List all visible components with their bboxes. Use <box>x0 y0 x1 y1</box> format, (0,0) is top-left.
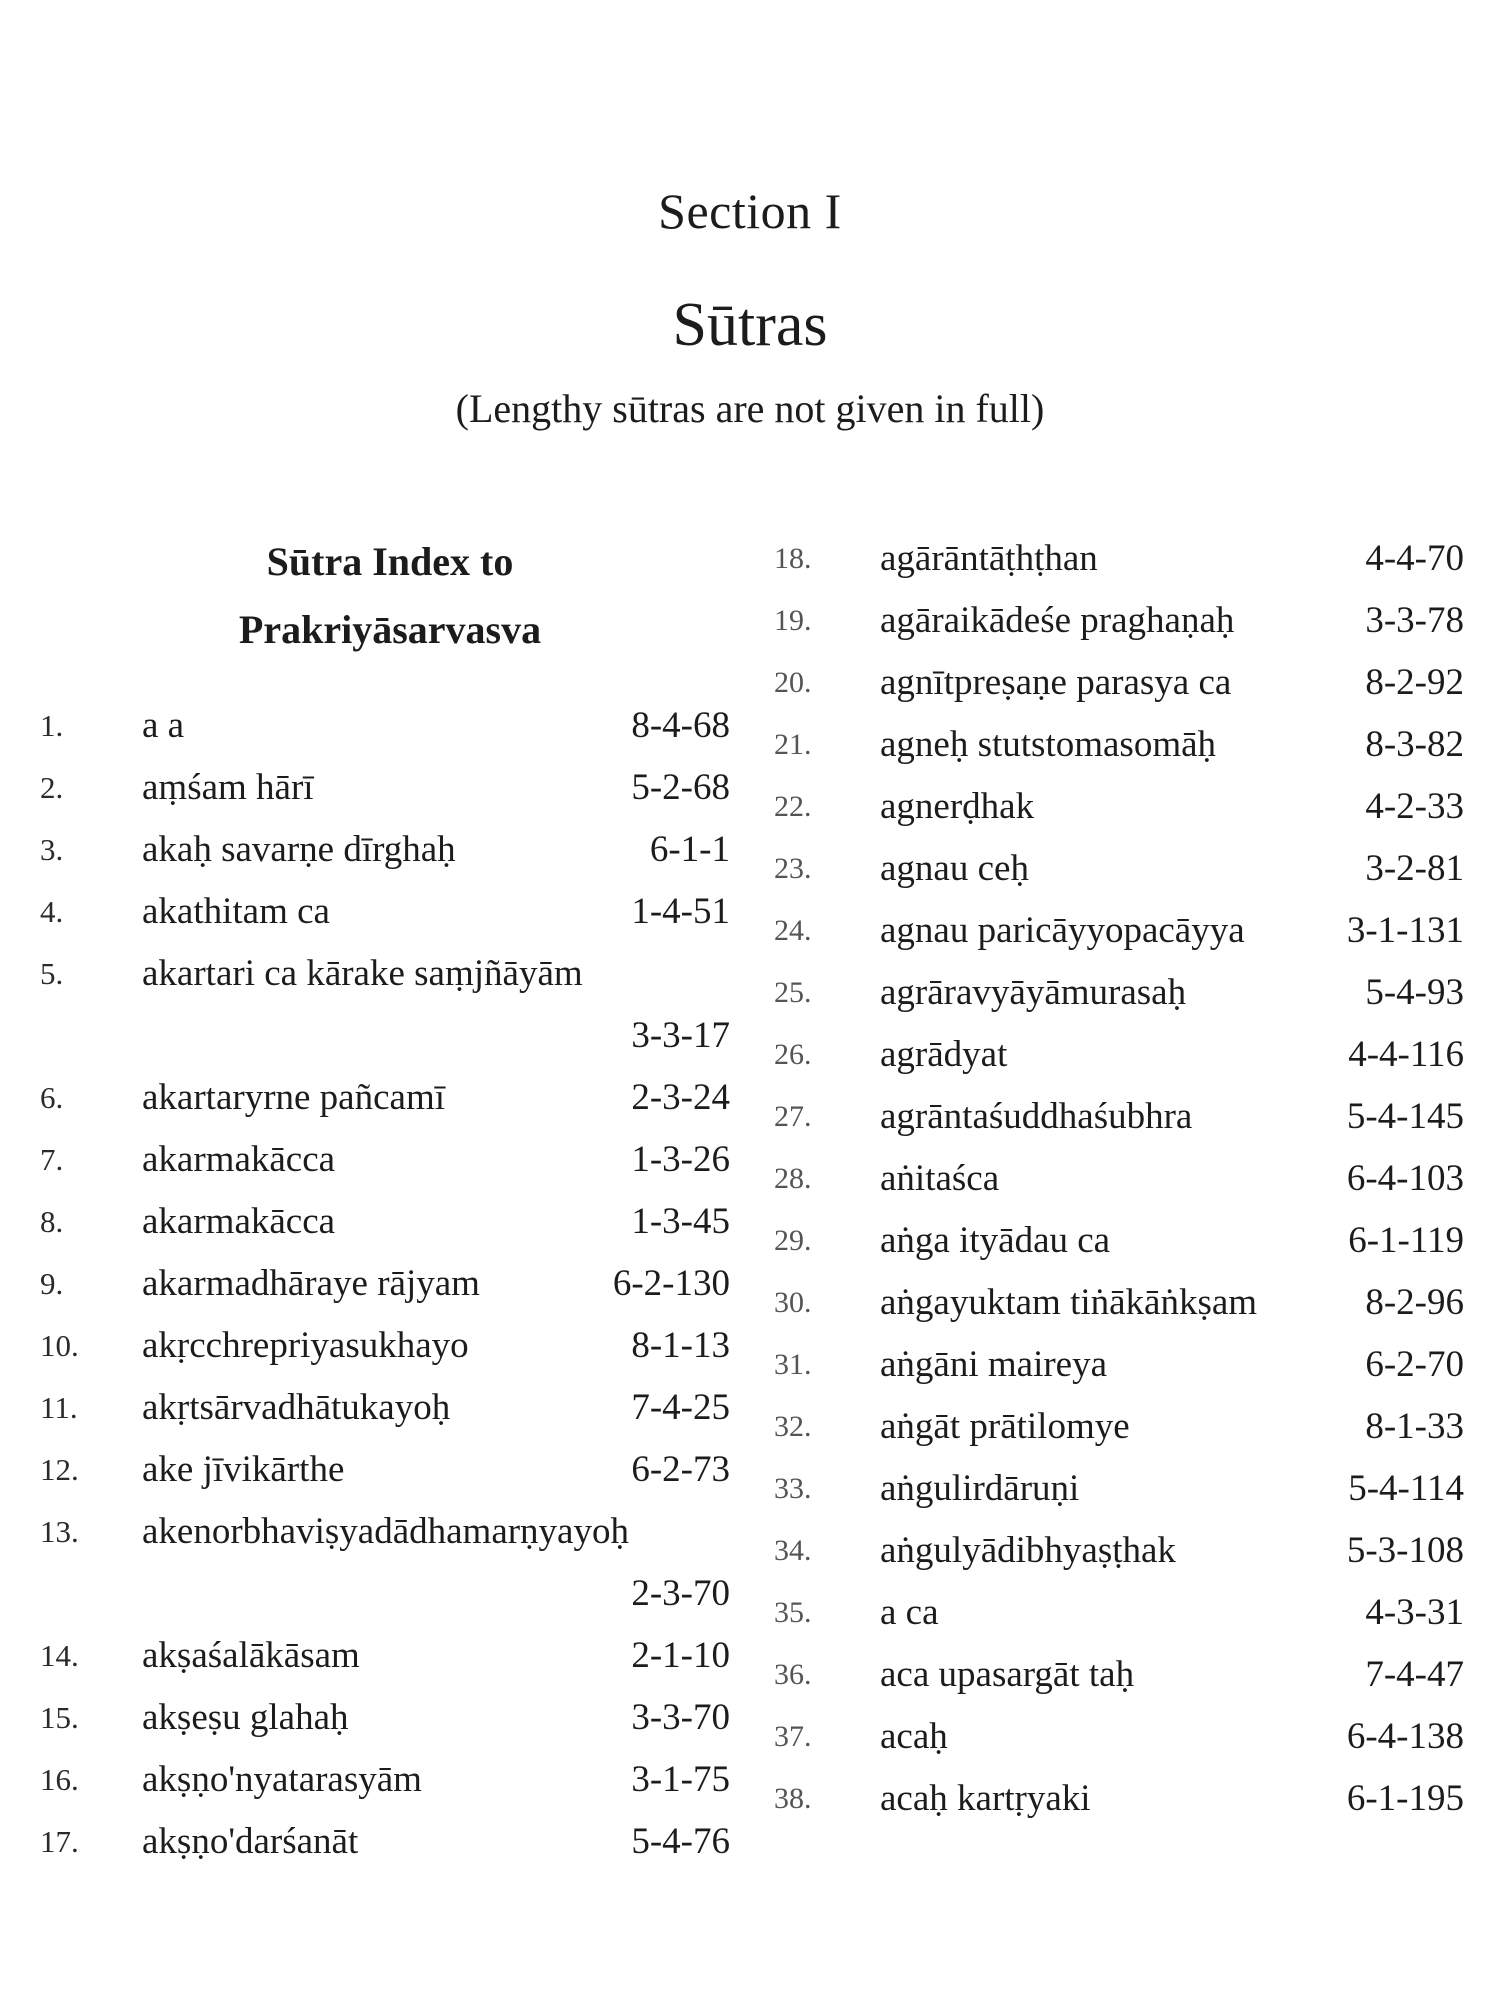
entry-number: 12. <box>40 1452 79 1487</box>
entry-number: 29. <box>774 1224 812 1257</box>
entry-reference: 1-3-26 <box>631 1139 730 1180</box>
index-entry <box>774 1396 1464 1458</box>
entry-number: 33. <box>774 1472 812 1505</box>
entry-sutra: akartaryrne pañcamī <box>142 1077 446 1118</box>
entry-sutra: agnerḍhak <box>880 786 1035 827</box>
entry-reference: 4-2-33 <box>1365 786 1464 827</box>
entry-sutra: akṛtsārvadhātukayoḥ <box>142 1387 451 1428</box>
entry-number: 1. <box>40 708 64 743</box>
entry-reference: 5-2-68 <box>631 767 730 808</box>
entry-reference: 6-1-119 <box>1348 1220 1464 1261</box>
entry-number: 18. <box>774 542 812 575</box>
entry-sutra: akṣeṣu glahaḥ <box>142 1697 349 1738</box>
entry-sutra: agrādyat <box>880 1034 1008 1075</box>
entry-number: 25. <box>774 976 812 1009</box>
entry-reference: 8-3-82 <box>1365 724 1464 765</box>
entry-sutra: aṅgayuktam tiṅākāṅkṣam <box>880 1282 1258 1323</box>
entry-reference: 6-1-195 <box>1346 1778 1464 1819</box>
entry-sutra: aṅgulirdāruṇi <box>880 1468 1080 1509</box>
entry-sutra: aṅgāt prātilomye <box>880 1406 1130 1447</box>
entry-sutra: agnau ceḥ <box>880 848 1029 889</box>
index-entry <box>40 881 730 943</box>
entry-reference: 5-4-145 <box>1346 1096 1464 1137</box>
index-entry <box>40 695 730 757</box>
entry-sutra: aṅga ityādau ca <box>880 1220 1111 1261</box>
index-entry <box>40 1439 730 1501</box>
entry-sutra: agārāntāṭhṭhan <box>880 538 1098 579</box>
entry-number: 16. <box>40 1762 79 1797</box>
entry-number: 3. <box>40 832 64 867</box>
entry-number: 21. <box>774 728 812 761</box>
entry-sutra: aca upasargāt taḥ <box>880 1654 1135 1695</box>
index-entry <box>40 757 730 819</box>
entry-sutra: a ca <box>880 1592 939 1633</box>
entry-sutra: akaḥ savarṇe dīrghaḥ <box>142 829 456 870</box>
index-entry <box>40 1067 730 1129</box>
index-entry <box>774 1210 1464 1272</box>
index-entry <box>774 714 1464 776</box>
entry-reference: 6-2-73 <box>631 1449 730 1490</box>
entry-number: 35. <box>774 1596 812 1629</box>
entry-sutra: akartari ca kārake saṃjñāyām <box>142 953 583 994</box>
entry-sutra: akṣṇo'darśanāt <box>142 1821 359 1862</box>
entry-number: 37. <box>774 1720 812 1753</box>
entry-number: 31. <box>774 1348 812 1381</box>
index-entry <box>774 1086 1464 1148</box>
index-entry <box>40 1749 730 1811</box>
entry-reference: 6-2-70 <box>1365 1344 1464 1385</box>
entry-sutra: akṣṇo'nyatarasyām <box>142 1759 422 1800</box>
entry-number: 23. <box>774 852 812 885</box>
entry-sutra: aṅgāni maireya <box>880 1344 1108 1385</box>
right-column <box>774 528 1464 1830</box>
index-entry <box>40 1377 730 1439</box>
entry-number: 34. <box>774 1534 812 1567</box>
entry-reference: 3-1-131 <box>1346 910 1464 951</box>
entry-sutra: akathitam ca <box>142 891 330 932</box>
entry-number: 28. <box>774 1162 812 1195</box>
index-entry <box>40 819 730 881</box>
entry-number: 30. <box>774 1286 812 1319</box>
index-entry <box>40 1501 730 1625</box>
entry-sutra: acaḥ kartṛyaki <box>880 1778 1091 1819</box>
entry-reference: 7-4-47 <box>1365 1654 1464 1695</box>
entry-number: 32. <box>774 1410 812 1443</box>
entry-number: 20. <box>774 666 812 699</box>
entry-reference: 8-1-33 <box>1365 1406 1464 1447</box>
entry-sutra: agneḥ stutstomasomāḥ <box>880 724 1217 765</box>
entry-sutra: aṃśam hārī <box>142 767 314 808</box>
index-entry <box>40 1129 730 1191</box>
entry-sutra: agnau paricāyyopacāyya <box>880 910 1245 951</box>
section-label: Section I <box>658 183 842 239</box>
entry-sutra: aṅgulyādibhyaṣṭhak <box>880 1530 1176 1571</box>
entry-number: 4. <box>40 894 64 929</box>
index-entry <box>774 776 1464 838</box>
index-entry <box>774 1334 1464 1396</box>
index-entry <box>774 652 1464 714</box>
entry-reference: 1-3-45 <box>631 1201 730 1242</box>
entry-sutra: agnītpreṣaṇe parasya ca <box>880 662 1232 703</box>
entry-reference: 4-4-116 <box>1348 1034 1464 1075</box>
entry-reference: 3-1-75 <box>631 1759 730 1800</box>
index-entry <box>774 528 1464 590</box>
entry-reference: 4-4-70 <box>1365 538 1464 579</box>
entry-number: 2. <box>40 770 64 805</box>
entry-reference: 6-4-103 <box>1346 1158 1464 1199</box>
entry-sutra: akarmakācca <box>142 1201 336 1242</box>
index-heading-line-2: Prakriyāsarvasva <box>238 607 542 652</box>
entry-reference: 5-4-114 <box>1348 1468 1464 1509</box>
entry-sutra: a a <box>142 705 185 746</box>
entry-number: 38. <box>774 1782 812 1815</box>
entry-sutra: akarmadhāraye rājyam <box>142 1263 480 1304</box>
entry-sutra: agāraikādeśe praghaṇaḥ <box>880 600 1235 641</box>
index-heading-line-1: Sūtra Index to <box>266 539 514 584</box>
entry-reference: 5-4-76 <box>631 1821 730 1862</box>
index-entry <box>774 1024 1464 1086</box>
entry-reference: 2-3-70 <box>631 1573 730 1614</box>
entry-sutra: acaḥ <box>880 1716 948 1757</box>
index-entry <box>774 1582 1464 1644</box>
index-entry <box>40 1191 730 1253</box>
index-entry <box>40 943 730 1067</box>
index-entry <box>774 1458 1464 1520</box>
entry-number: 6. <box>40 1080 64 1115</box>
entry-number: 17. <box>40 1824 79 1859</box>
entry-reference: 8-2-92 <box>1365 662 1464 703</box>
entry-number: 15. <box>40 1700 79 1735</box>
entry-reference: 6-2-130 <box>612 1263 730 1304</box>
entry-reference: 1-4-51 <box>631 891 730 932</box>
entry-reference: 2-3-24 <box>631 1077 730 1118</box>
page-subtitle: (Lengthy sūtras are not given in full) <box>455 386 1045 431</box>
entry-reference: 5-4-93 <box>1365 972 1464 1013</box>
entry-reference: 8-1-13 <box>631 1325 730 1366</box>
index-entry <box>774 838 1464 900</box>
entry-number: 24. <box>774 914 812 947</box>
entry-sutra: agrāravyāyāmurasaḥ <box>880 972 1187 1013</box>
entry-number: 8. <box>40 1204 64 1239</box>
left-column <box>40 695 730 1873</box>
entry-number: 10. <box>40 1328 79 1363</box>
entry-reference: 4-3-31 <box>1365 1592 1464 1633</box>
entry-reference: 7-4-25 <box>631 1387 730 1428</box>
entry-reference: 6-1-1 <box>649 829 730 870</box>
entry-number: 36. <box>774 1658 812 1691</box>
entry-reference: 2-1-10 <box>631 1635 730 1676</box>
index-entry <box>774 1148 1464 1210</box>
entry-reference: 3-3-78 <box>1365 600 1464 641</box>
index-entry <box>774 900 1464 962</box>
entry-reference: 3-2-81 <box>1365 848 1464 889</box>
entry-number: 22. <box>774 790 812 823</box>
index-entry <box>774 1644 1464 1706</box>
index-entry <box>40 1687 730 1749</box>
entry-number: 26. <box>774 1038 812 1071</box>
entry-sutra: akṣaśalākāsam <box>142 1635 360 1676</box>
page-title: Sūtras <box>672 291 828 359</box>
entry-sutra: akarmakācca <box>142 1139 336 1180</box>
index-entry <box>774 1706 1464 1768</box>
index-entry <box>40 1253 730 1315</box>
index-entry <box>40 1315 730 1377</box>
entry-sutra: agrāntaśuddhaśubhra <box>880 1096 1193 1137</box>
entry-reference: 3-3-70 <box>631 1697 730 1738</box>
entry-number: 7. <box>40 1142 64 1177</box>
index-entry <box>774 590 1464 652</box>
entry-reference: 5-3-108 <box>1346 1530 1464 1571</box>
index-entry <box>774 1272 1464 1334</box>
entry-sutra: aṅitaśca <box>880 1158 1000 1199</box>
index-entry <box>774 962 1464 1024</box>
index-entry <box>774 1768 1464 1830</box>
entry-reference: 8-4-68 <box>631 705 730 746</box>
entry-number: 27. <box>774 1100 812 1133</box>
entry-number: 11. <box>40 1390 78 1425</box>
entry-sutra: akṛcchrepriyasukhayo <box>142 1325 469 1366</box>
index-entry <box>40 1811 730 1873</box>
index-entry <box>774 1520 1464 1582</box>
entry-number: 9. <box>40 1266 64 1301</box>
entry-number: 5. <box>40 956 64 991</box>
entry-reference: 6-4-138 <box>1346 1716 1464 1757</box>
entry-number: 14. <box>40 1638 79 1673</box>
entry-number: 13. <box>40 1514 79 1549</box>
entry-reference: 3-3-17 <box>631 1015 730 1056</box>
entry-reference: 8-2-96 <box>1365 1282 1464 1323</box>
index-entry <box>40 1625 730 1687</box>
entry-sutra: akenorbhaviṣyadādhamarṇyayoḥ <box>142 1511 629 1552</box>
entry-sutra: ake jīvikārthe <box>142 1449 345 1490</box>
entry-number: 19. <box>774 604 812 637</box>
index-heading <box>180 528 600 664</box>
